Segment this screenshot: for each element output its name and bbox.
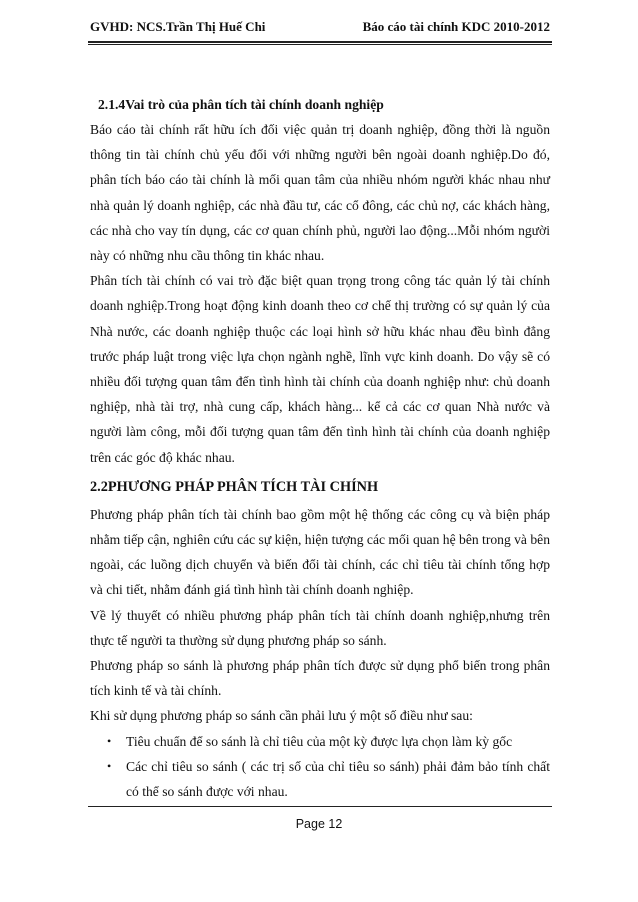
- paragraph: Về lý thuyết có nhiều phương pháp phân tích tài chính doanh nghiệp,nhưng trên thực tế người ta thường sử dụng phương pháp so sánh.: [90, 607, 550, 648]
- list-item: [90, 729, 550, 754]
- header-rule: [88, 41, 552, 43]
- section-heading-2-2: 2.2PHƯƠNG PHÁP PHÂN TÍCH TÀI CHÍNH: [90, 478, 379, 495]
- list-item: [90, 754, 550, 804]
- list-item-text: Tiêu chuẩn để so sánh là chỉ tiêu của một kỳ được lựa chọn làm kỳ gốc: [126, 733, 513, 749]
- bullet-icon: •: [107, 758, 112, 773]
- header-report-title: Báo cáo tài chính KDC 2010-2012: [362, 19, 550, 34]
- paragraph: Phương pháp so sánh là phương pháp phân tích được sử dụng phổ biến trong phân tích kinh tế và tài chính.: [90, 658, 550, 699]
- paragraph: Phương pháp phân tích tài chính bao gồm một hệ thống các công cụ và biện pháp nhằm tiếp cận, nghiên cứu các sự kiện, hiện tượng các mối quan hệ bên trong và bên ngoài, các luồng dịch chuyển và biến đổi tài chính, các chỉ tiêu tài chính tổng hợp và chi tiết, nhằm đánh giá tình hình tài chính doanh nghiệp.: [90, 506, 550, 598]
- list-item-text: Các chỉ tiêu so sánh ( các trị số của chỉ tiêu so sánh) phải đảm bảo tính chất có thể so sánh được với nhau.: [126, 758, 550, 800]
- bullet-icon: •: [107, 733, 112, 748]
- paragraph: Khi sử dụng phương pháp so sánh cần phải lưu ý một số điều như sau:: [90, 708, 473, 724]
- header-instructor: GVHD: NCS.Trần Thị Huế Chi: [90, 19, 266, 34]
- page-number: Page 12: [295, 817, 343, 831]
- paragraph: Báo cáo tài chính rất hữu ích đối việc quản trị doanh nghiệp, đồng thời là nguồn thông tin tài chính chủ yếu đối với những người bên ngoài doanh nghiệp.Do đó, phân tích báo cáo tài chính là mối quan tâm của nhiều nhóm người khác nhau như nhà quản lý doanh nghiệp, các nhà đầu tư, các cổ đông, các chủ nợ, các khách hàng, các nhà cho vay tín dụng, các cơ quan chính phủ, người lao động...Mỗi nhóm người này có những nhu cầu thông tin khác nhau.: [90, 122, 550, 264]
- header-rule-thin: [88, 44, 552, 45]
- page-header: [90, 15, 550, 37]
- page-content: [90, 92, 550, 804]
- section-heading-2-1-4: 2.1.4Vai trò của phân tích tài chính doanh nghiệp: [98, 97, 384, 112]
- bullet-list: [90, 729, 550, 805]
- footer-rule: [88, 806, 552, 807]
- paragraph: Phân tích tài chính có vai trò đặc biệt quan trọng trong công tác quản lý tài chính doanh nghiệp.Trong hoạt động kinh doanh theo cơ chế thị trường có sự quản lý của Nhà nước, các doanh nghiệp thuộc các loại hình sở hữu khác nhau đều bình đẳng trước pháp luật trong việc lựa chọn ngành nghề, lĩnh vực kinh doanh. Do vậy sẽ có nhiều đối tượng quan tâm đến tình hình tài chính của doanh nghiệp như: chủ doanh nghiệp, nhà tài trợ, nhà cung cấp, khách hàng... kể cả các cơ quan Nhà nước và người làm công, mỗi đối tượng quan tâm đến tình hình tài chính của doanh nghiệp trên các góc độ khác nhau.: [90, 273, 550, 465]
